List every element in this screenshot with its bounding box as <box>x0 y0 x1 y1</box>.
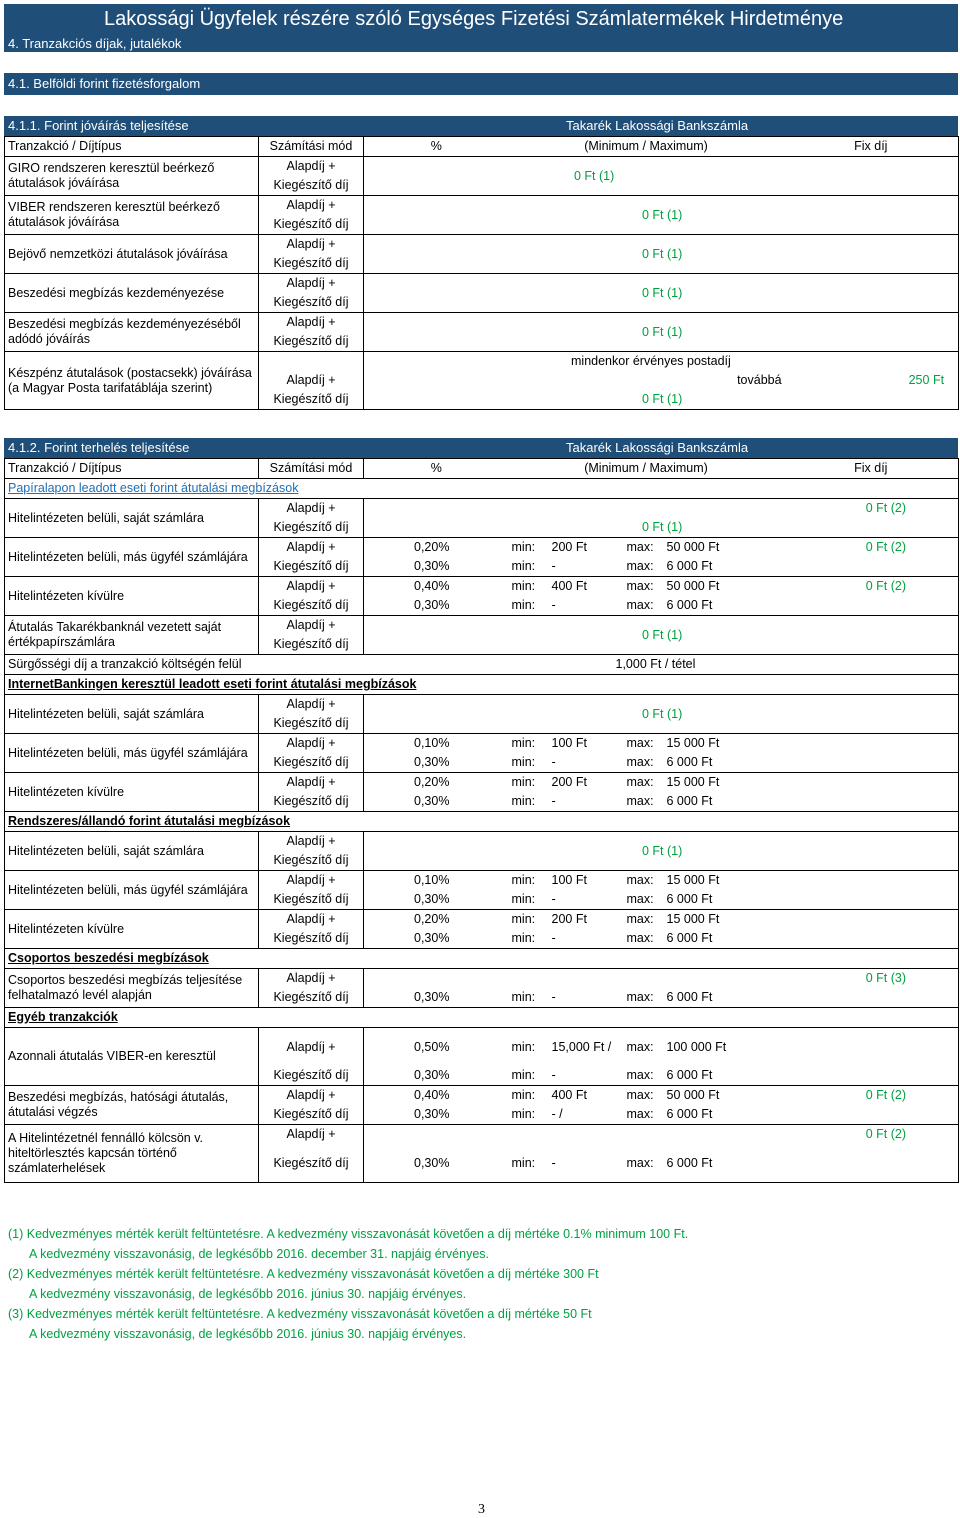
pct-extra: 0,30% <box>414 1155 450 1170</box>
max-label: max: <box>624 1028 664 1067</box>
method-base: Alapdíj + <box>259 577 364 597</box>
max-label: max: <box>626 1107 654 1121</box>
max-label: max: <box>626 1068 654 1082</box>
method-base: Alapdíj + <box>259 1125 364 1145</box>
row-desc: Csoportos beszedési megbízás teljesítése felhatalmazó levél alapján <box>5 969 259 1008</box>
min-value: 200 Ft <box>549 538 624 558</box>
footnote-3: (3) Kedvezményes mérték került feltüntetésre. A kedvezmény visszavonását követően a díj mértéke 50 Ft <box>8 1307 592 1321</box>
method-base: Alapdíj + <box>259 1086 364 1106</box>
footnotes <box>8 1224 688 1344</box>
table-row <box>5 1125 959 1145</box>
pct-extra: 0,30% <box>414 1107 450 1121</box>
max-label: max: <box>626 990 654 1004</box>
row-desc: Azonnali átutalás VIBER-en keresztül <box>5 1028 259 1086</box>
pct-extra: 0,30% <box>414 794 450 808</box>
row-desc: Hitelintézeten belüli, más ügyfél számlájára <box>5 734 259 773</box>
row-desc: Sürgősségi díj a tranzakció költségén felül <box>5 655 364 675</box>
method-base: Alapdíj + <box>259 734 364 754</box>
pct-extra: 0,30% <box>414 559 450 573</box>
table1-account-label: Takarék Lakossági Bankszámla <box>566 118 749 133</box>
fix-fee: 0 Ft (3) <box>784 969 959 989</box>
row-desc: GIRO rendszeren keresztül beérkező átutalások jóváírása <box>5 157 259 196</box>
pct-base: 0,10% <box>364 734 509 754</box>
col-header-fix: Fix díj <box>784 137 959 157</box>
min-value: 100 Ft <box>549 871 624 891</box>
fee-value: 0 Ft (1) <box>364 196 784 235</box>
method-extra: Kiegészítő díj <box>259 851 364 871</box>
pct-extra: 0,30% <box>414 755 450 769</box>
fee-value: 0 Ft (1) <box>364 616 784 655</box>
row-desc: Átutalás Takarékbanknál vezetett saját értékpapírszámlára <box>5 616 259 655</box>
row-desc: VIBER rendszeren keresztül beérkező átutalások jóváírása <box>5 196 259 235</box>
method-base: Alapdíj + <box>259 371 364 390</box>
group-row <box>5 479 959 499</box>
fix-fee: 0 Ft (2) <box>784 538 959 558</box>
row-desc: Hitelintézeten belüli, más ügyfél számlájára <box>5 871 259 910</box>
col-header-minmax: (Minimum / Maximum) <box>509 459 784 479</box>
method-extra: Kiegészítő díj <box>259 988 364 1008</box>
row-desc: Hitelintézeten belüli, saját számlára <box>5 695 259 734</box>
table-header-row <box>5 459 959 479</box>
method-base: Alapdíj + <box>259 274 364 294</box>
table-row <box>5 655 959 675</box>
method-extra: Kiegészítő díj <box>259 1105 364 1125</box>
row-desc: Készpénz átutalások (postacsekk) jóváírása (a Magyar Posta tarifatáblája szerint) <box>5 352 259 410</box>
pct-base: 0,20% <box>364 538 509 558</box>
table-row <box>5 832 959 852</box>
min-label: min: <box>511 1155 536 1170</box>
method-extra: Kiegészítő díj <box>259 390 364 410</box>
method-base: Alapdíj + <box>259 910 364 930</box>
table-row <box>5 235 959 255</box>
method-extra: Kiegészítő díj <box>259 518 364 538</box>
min-value: - <box>551 1068 556 1082</box>
max-label: max: <box>624 910 664 930</box>
min-label: min: <box>511 755 536 769</box>
min-label: min: <box>509 1086 549 1106</box>
footnote-1-validity: A kedvezmény visszavonásig, de legkésőbb 2016. december 31. napjáig érvényes. <box>29 1247 490 1261</box>
footnote-2: (2) Kedvezményes mérték került feltüntetésre. A kedvezmény visszavonását követően a díj mértéke 300 Ft <box>8 1267 599 1281</box>
col-header-type: Tranzakció / Díjtípus <box>5 137 259 157</box>
group-rendszeres: Rendszeres/állandó forint átutalási megbízások <box>5 812 959 832</box>
method-base: Alapdíj + <box>259 616 364 636</box>
min-label: min: <box>511 931 536 945</box>
table1-section-label: 4.1.1. Forint jóváírás teljesítése <box>8 118 189 133</box>
row-desc: Hitelintézeten kívülre <box>5 773 259 812</box>
document-header <box>4 4 958 52</box>
pct-extra: 0,30% <box>414 931 450 945</box>
max-label: max: <box>624 1086 664 1106</box>
group-egyeb: Egyéb tranzakciók <box>5 1008 959 1028</box>
min-value: 200 Ft <box>549 910 624 930</box>
pct-base: 0,20% <box>364 910 509 930</box>
min-value: - <box>551 990 556 1004</box>
fee-value: 0 Ft (1) <box>364 157 784 196</box>
footnote-1: (1) Kedvezményes mérték került feltüntetésre. A kedvezmény visszavonását követően a díj mértéke 0.1% minimum 100 Ft. <box>8 1227 689 1241</box>
min-label: min: <box>509 734 549 754</box>
min-value: - <box>551 794 556 808</box>
method-extra: Kiegészítő díj <box>259 176 364 196</box>
min-label: min: <box>511 1107 536 1121</box>
method-extra: Kiegészítő díj <box>259 714 364 734</box>
table1-heading <box>4 116 958 136</box>
fix-fee: 0 Ft (2) <box>784 1086 959 1106</box>
method-base: Alapdíj + <box>259 773 364 793</box>
min-label: min: <box>509 538 549 558</box>
max-label: max: <box>626 755 654 769</box>
method-base: Alapdíj + <box>259 1028 364 1067</box>
min-label: min: <box>509 910 549 930</box>
max-value: 6 000 Ft <box>666 755 713 769</box>
table-row <box>5 616 959 636</box>
table-jovairas <box>4 136 959 410</box>
method-base: Alapdíj + <box>259 969 364 989</box>
min-value: - <box>551 755 556 769</box>
table-row <box>5 196 959 216</box>
table-row <box>5 313 959 333</box>
method-base: Alapdíj + <box>259 538 364 558</box>
row-desc: Hitelintézeten belüli, más ügyfél számlájára <box>5 538 259 577</box>
max-value: 6 000 Ft <box>666 559 713 573</box>
row-desc: Hitelintézeten belüli, saját számlára <box>5 499 259 538</box>
fee-value: 0 Ft (1) <box>364 695 784 734</box>
col-header-minmax: (Minimum / Maximum) <box>509 137 784 157</box>
min-value: - <box>551 1155 556 1170</box>
table-header-row <box>5 137 959 157</box>
max-value: 6 000 Ft <box>666 598 713 612</box>
method-base: Alapdíj + <box>259 832 364 852</box>
group-row <box>5 1008 959 1028</box>
min-label: min: <box>511 1068 536 1082</box>
max-value: 50 000 Ft <box>664 1086 784 1106</box>
table2-heading <box>4 438 958 458</box>
fee-value: 0 Ft (1) <box>364 832 784 871</box>
fix-fee: 0 Ft (2) <box>784 1125 959 1145</box>
row-desc: A Hitelintézetnél fennálló kölcsön v. hiteltörlesztés kapcsán történő számlaterhelések <box>5 1125 259 1183</box>
max-label: max: <box>626 892 654 906</box>
method-extra: Kiegészítő díj <box>259 557 364 577</box>
max-value: 15 000 Ft <box>664 871 784 891</box>
method-base: Alapdíj + <box>259 695 364 715</box>
group-paper: Papíralapon leadott eseti forint átutalási megbízások <box>5 479 959 499</box>
method-extra: Kiegészítő díj <box>259 293 364 313</box>
min-value: 15,000 Ft / <box>549 1028 624 1067</box>
max-label: max: <box>624 577 664 597</box>
method-base: Alapdíj + <box>259 196 364 216</box>
group-row <box>5 949 959 969</box>
table-row <box>5 538 959 558</box>
method-extra: Kiegészítő díj <box>259 635 364 655</box>
pct-base: 0,40% <box>364 577 509 597</box>
max-label: max: <box>624 538 664 558</box>
min-label: min: <box>511 990 536 1004</box>
min-value: - / <box>551 1107 563 1121</box>
group-row <box>5 812 959 832</box>
min-label: min: <box>509 577 549 597</box>
row-desc: Beszedési megbízás, hatósági átutalás, átutalási végzés <box>5 1086 259 1125</box>
max-value: 50 000 Ft <box>664 577 784 597</box>
postal-line: mindenkor érvényes postadíj <box>364 352 784 372</box>
min-value: 400 Ft <box>549 577 624 597</box>
table-row <box>5 1086 959 1106</box>
col-header-pct: % <box>364 137 509 157</box>
table-terheles <box>4 458 959 1183</box>
min-label: min: <box>509 871 549 891</box>
max-value: 6 000 Ft <box>666 1107 713 1121</box>
group-row <box>5 675 959 695</box>
page-number: 3 <box>478 1502 485 1517</box>
max-value: 6 000 Ft <box>666 990 713 1004</box>
table-row <box>5 910 959 930</box>
min-value: 200 Ft <box>549 773 624 793</box>
method-base: Alapdíj + <box>259 235 364 255</box>
col-header-method: Számítási mód <box>259 137 364 157</box>
min-label: min: <box>511 559 536 573</box>
row-desc: Beszedési megbízás kezdeményezéséből adódó jóváírás <box>5 313 259 352</box>
table-row <box>5 773 959 793</box>
table-row <box>5 871 959 891</box>
fee-value: 0 Ft (1) <box>364 235 784 274</box>
document-subtitle: 4. Tranzakciós díjak, jutalékok <box>8 36 182 51</box>
max-label: max: <box>624 734 664 754</box>
min-value: - <box>551 892 556 906</box>
method-extra: Kiegészítő díj <box>259 792 364 812</box>
max-value: 6 000 Ft <box>666 1155 713 1170</box>
pct-extra: 0,30% <box>414 1068 450 1082</box>
pct-base: 0,10% <box>364 871 509 891</box>
fee-value: 0 Ft (1) <box>642 520 683 534</box>
min-label: min: <box>511 892 536 906</box>
table-row <box>5 499 959 519</box>
row-desc: Hitelintézeten kívülre <box>5 577 259 616</box>
min-label: min: <box>509 1028 549 1067</box>
table-row <box>5 352 959 372</box>
min-label: min: <box>511 598 536 612</box>
row-desc: Beszedési megbízás kezdeményezése <box>5 274 259 313</box>
min-label: min: <box>511 794 536 808</box>
pct-extra: 0,30% <box>414 598 450 612</box>
fee-value: 0 Ft (1) <box>364 274 784 313</box>
fee-value: 1,000 Ft / tétel <box>364 655 784 675</box>
fix-fee: 0 Ft (2) <box>784 499 959 519</box>
max-value: 6 000 Ft <box>666 794 713 808</box>
table-row <box>5 695 959 715</box>
table-row <box>5 577 959 597</box>
row-desc: Bejövő nemzetközi átutalások jóváírása <box>5 235 259 274</box>
table-row <box>5 274 959 294</box>
min-value: 400 Ft <box>549 1086 624 1106</box>
max-label: max: <box>626 559 654 573</box>
max-value: 15 000 Ft <box>664 910 784 930</box>
fix-fee: 0 Ft (2) <box>784 577 959 597</box>
postal-fix: 250 Ft <box>784 371 959 390</box>
method-base: Alapdíj + <box>259 157 364 177</box>
section-heading: 4.1. Belföldi forint fizetésforgalom <box>4 73 958 95</box>
max-value: 6 000 Ft <box>666 931 713 945</box>
col-header-type: Tranzakció / Díjtípus <box>5 459 259 479</box>
min-value: - <box>551 598 556 612</box>
footnote-2-validity: A kedvezmény visszavonásig, de legkésőbb 2016. június 30. napjáig érvényes. <box>29 1287 467 1301</box>
method-base: Alapdíj + <box>259 313 364 333</box>
min-label: min: <box>509 773 549 793</box>
pct-base: 0,50% <box>364 1028 509 1067</box>
method-base: Alapdíj + <box>259 871 364 891</box>
method-extra: Kiegészítő díj <box>259 215 364 235</box>
method-extra: Kiegészítő díj <box>259 254 364 274</box>
method-extra: Kiegészítő díj <box>259 1066 364 1086</box>
col-header-method: Számítási mód <box>259 459 364 479</box>
pct-base: 0,40% <box>364 1086 509 1106</box>
max-value: 15 000 Ft <box>664 773 784 793</box>
fee-value: 0 Ft (1) <box>642 392 683 406</box>
min-value: - <box>551 931 556 945</box>
col-header-fix: Fix díj <box>784 459 959 479</box>
col-header-pct: % <box>364 459 509 479</box>
pct-extra: 0,30% <box>414 990 450 1004</box>
table2-section-label: 4.1.2. Forint terhelés teljesítése <box>8 440 190 455</box>
footnote-3-validity: A kedvezmény visszavonásig, de legkésőbb 2016. június 30. napjáig érvényes. <box>29 1327 467 1341</box>
table-row <box>5 1028 959 1067</box>
max-value: 50 000 Ft <box>664 538 784 558</box>
max-label: max: <box>626 931 654 945</box>
table2-account-label: Takarék Lakossági Bankszámla <box>566 440 749 455</box>
table-row <box>5 734 959 754</box>
method-extra: Kiegészítő díj <box>259 753 364 773</box>
max-label: max: <box>624 773 664 793</box>
document-title: Lakossági Ügyfelek részére szóló Egységes Fizetési Számlatermékek Hirdetménye <box>104 8 844 30</box>
table-row <box>5 157 959 177</box>
method-extra: Kiegészítő díj <box>259 1144 364 1183</box>
table-row <box>5 969 959 989</box>
row-desc: Hitelintézeten belüli, saját számlára <box>5 832 259 871</box>
max-value: 100 000 Ft <box>664 1028 784 1067</box>
method-extra: Kiegészítő díj <box>259 929 364 949</box>
method-extra: Kiegészítő díj <box>259 332 364 352</box>
min-value: - <box>551 559 556 573</box>
max-label: max: <box>626 794 654 808</box>
postal-tovabba: továbbá <box>737 373 782 387</box>
row-desc: Hitelintézeten kívülre <box>5 910 259 949</box>
max-value: 6 000 Ft <box>666 892 713 906</box>
max-value: 15 000 Ft <box>664 734 784 754</box>
max-label: max: <box>626 598 654 612</box>
max-value: 6 000 Ft <box>666 1068 713 1082</box>
pct-extra: 0,30% <box>414 892 450 906</box>
group-csoportos: Csoportos beszedési megbízások <box>5 949 959 969</box>
max-label: max: <box>624 871 664 891</box>
method-extra: Kiegészítő díj <box>259 596 364 616</box>
fee-value: 0 Ft (1) <box>364 313 784 352</box>
method-base: Alapdíj + <box>259 499 364 519</box>
min-value: 100 Ft <box>549 734 624 754</box>
pct-base: 0,20% <box>364 773 509 793</box>
group-internetbanking: InternetBankingen keresztül leadott eseti forint átutalási megbízások <box>5 675 959 695</box>
max-label: max: <box>626 1155 654 1170</box>
method-extra: Kiegészítő díj <box>259 890 364 910</box>
